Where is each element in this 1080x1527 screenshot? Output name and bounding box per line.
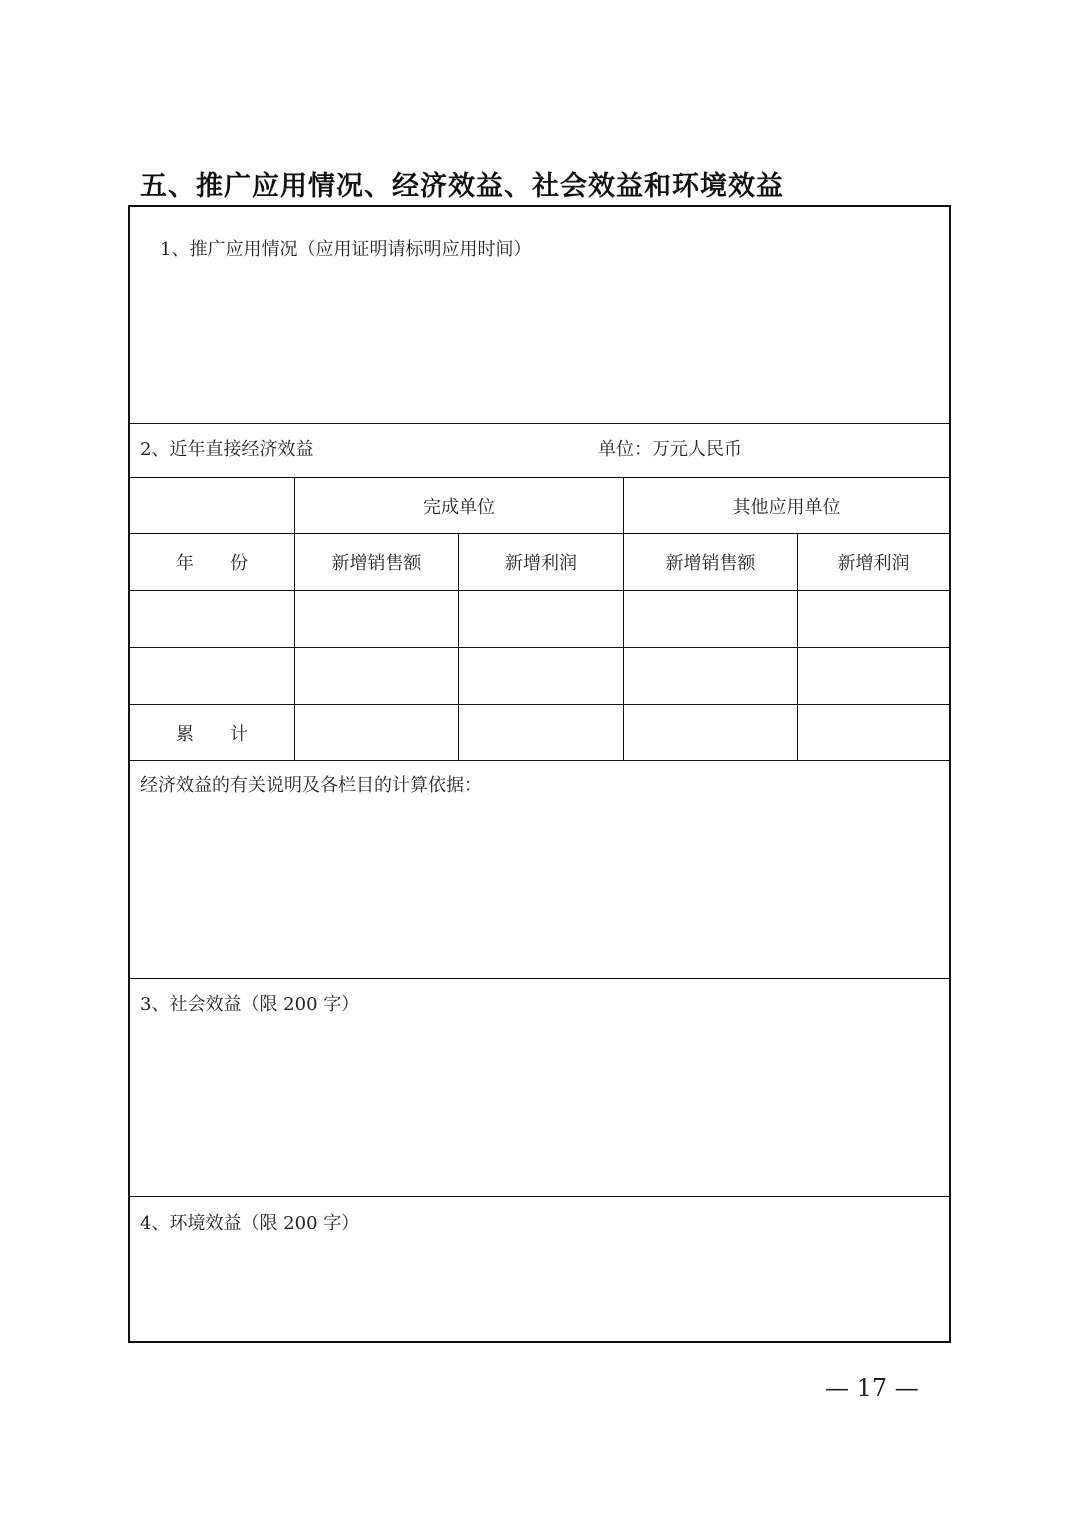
table-cell[interactable] bbox=[798, 591, 949, 647]
table-cell[interactable] bbox=[624, 648, 797, 704]
page-number: — 17 — bbox=[825, 1374, 919, 1402]
table-cell[interactable] bbox=[798, 705, 949, 760]
social-benefit-label: 3、社会效益（限 200 字） bbox=[140, 994, 360, 1015]
table-cell[interactable] bbox=[459, 591, 623, 647]
table-cell[interactable] bbox=[130, 648, 294, 704]
column-header-year: 年 份 bbox=[176, 553, 248, 574]
section-title: 五、推广应用情况、经济效益、社会效益和环境效益 bbox=[140, 171, 784, 202]
column-header-new-profit: 新增利润 bbox=[505, 553, 577, 574]
table-cell[interactable] bbox=[130, 591, 294, 647]
table-rule bbox=[130, 760, 949, 761]
table-cell[interactable] bbox=[295, 705, 458, 760]
divider bbox=[130, 423, 949, 424]
promotion-input-area[interactable] bbox=[130, 267, 949, 422]
table-cell[interactable] bbox=[295, 591, 458, 647]
table-cell[interactable] bbox=[459, 648, 623, 704]
currency-unit: 单位：万元人民币 bbox=[598, 439, 742, 460]
divider bbox=[130, 978, 949, 979]
table-cell[interactable] bbox=[624, 591, 797, 647]
economic-notes-label: 经济效益的有关说明及各栏目的计算依据： bbox=[140, 775, 482, 796]
promotion-label: 1、推广应用情况（应用证明请标明应用时间） bbox=[160, 239, 532, 260]
social-benefit-input-area[interactable] bbox=[130, 1022, 949, 1195]
economic-benefit-label: 2、近年直接经济效益 bbox=[140, 439, 314, 460]
column-header-new-sales: 新增销售额 bbox=[331, 553, 422, 574]
table-cell[interactable] bbox=[459, 705, 623, 760]
table-cell[interactable] bbox=[798, 648, 949, 704]
group-header-other-units: 其他应用单位 bbox=[732, 496, 841, 518]
benefits-form bbox=[128, 205, 951, 1343]
table-cell[interactable] bbox=[624, 705, 797, 760]
group-header-completing-unit: 完成单位 bbox=[423, 496, 495, 518]
economic-notes-input-area[interactable] bbox=[130, 802, 949, 977]
divider bbox=[130, 1196, 949, 1197]
table-cell[interactable] bbox=[295, 648, 458, 704]
row-label-cumulative: 累 计 bbox=[176, 723, 248, 745]
environmental-benefit-input-area[interactable] bbox=[130, 1240, 949, 1340]
environmental-benefit-label: 4、环境效益（限 200 字） bbox=[140, 1213, 360, 1234]
column-header-new-sales: 新增销售额 bbox=[665, 553, 756, 574]
column-header-new-profit: 新增利润 bbox=[837, 553, 910, 574]
